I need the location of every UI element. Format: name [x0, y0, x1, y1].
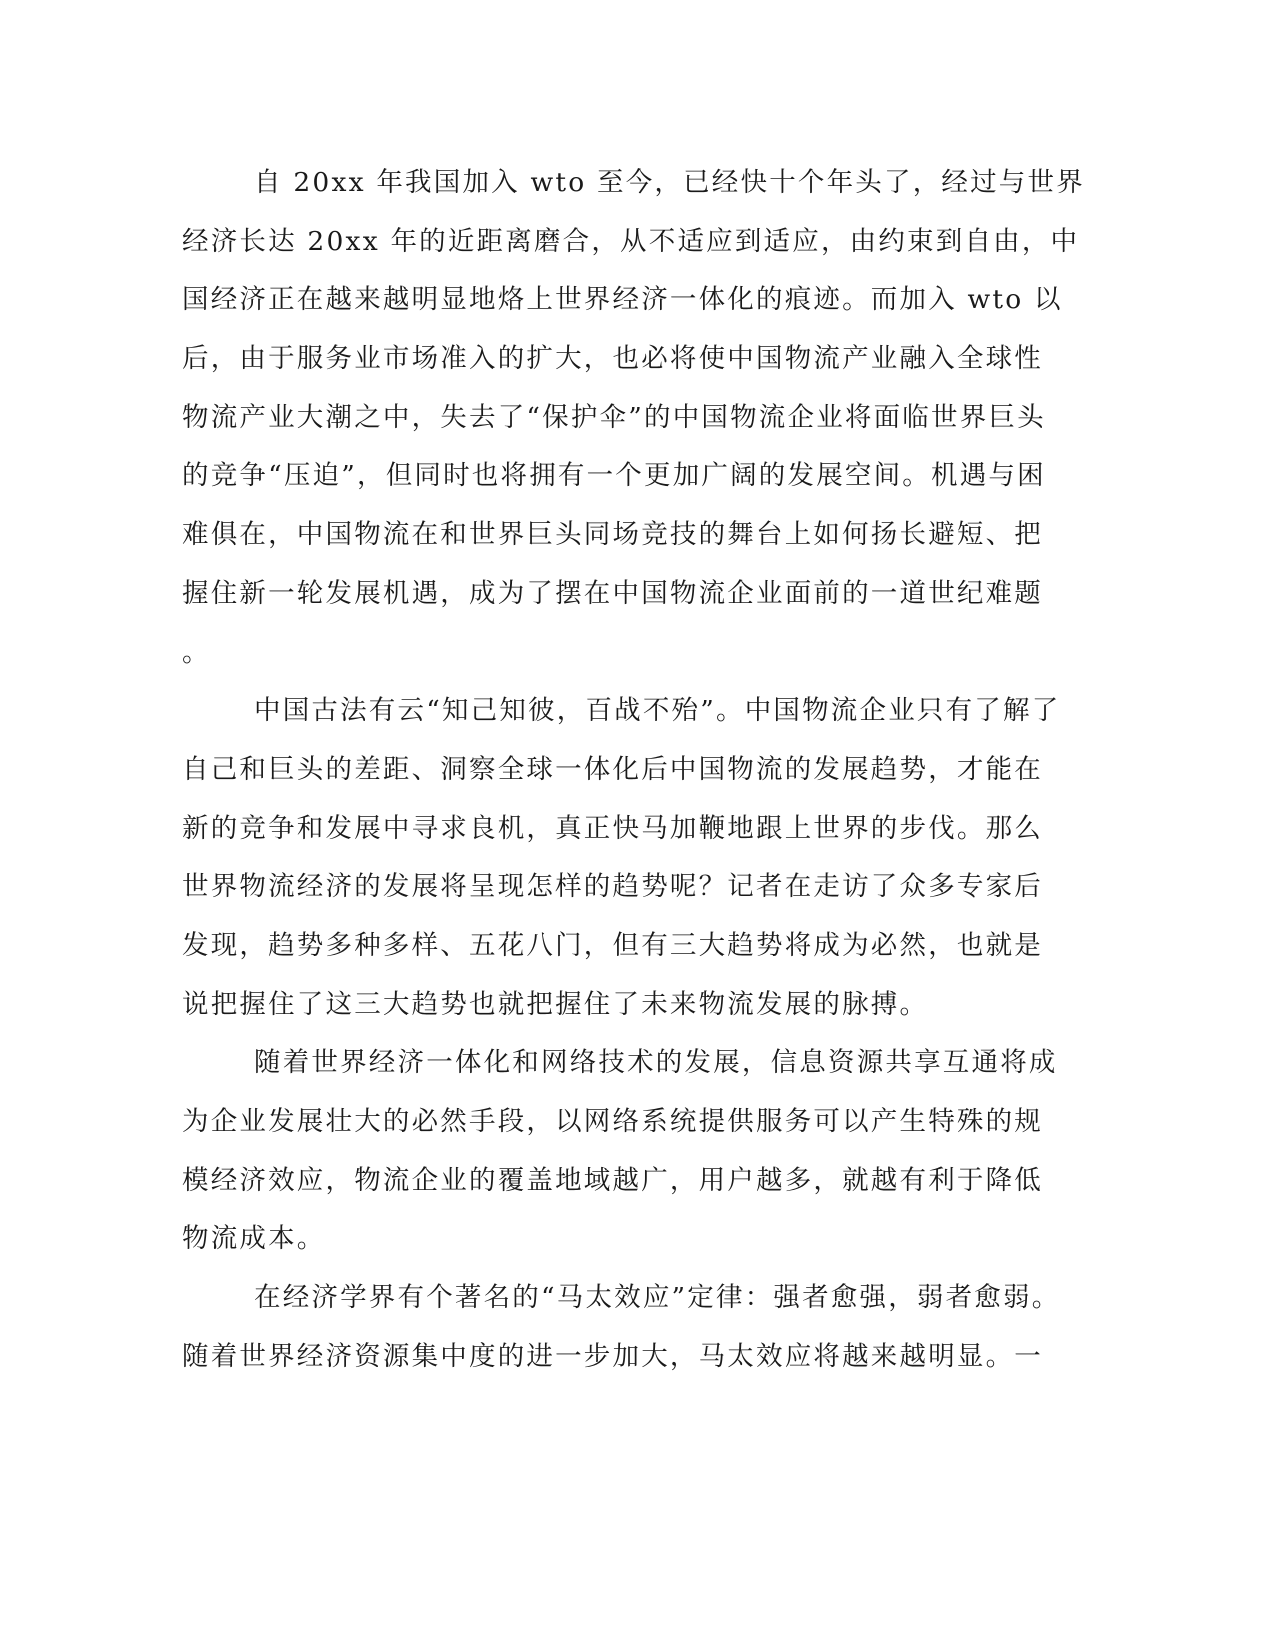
paragraph-2-line-3: 新的竞争和发展中寻求良机，真正快马加鞭地跟上世界的步伐。那么 [182, 812, 1043, 844]
paragraph-4-line-1: 在经济学界有个著名的“马太效应”定律：强者愈强，弱者愈弱。 [254, 1282, 1061, 1314]
paragraph-1-line-8: 握住新一轮发展机遇，成为了摆在中国物流企业面前的一道世纪难题 [182, 577, 1043, 609]
paragraph-2-line-1: 中国古法有云“知己知彼，百战不殆”。中国物流企业只有了解了 [254, 695, 1061, 727]
paragraph-1-line-3: 国经济正在越来越明显地烙上世界经济一体化的痕迹。而加入 wto 以 [182, 284, 1063, 316]
paragraph-3-line-2: 为企业发展壮大的必然手段，以网络系统提供服务可以产生特殊的规 [182, 1106, 1043, 1137]
body-text [182, 154, 1085, 1386]
paragraph-1-line-1: 自 20xx 年我国加入 wto 至今，已经快十个年头了，经过与世界 [254, 167, 1085, 198]
paragraph-3-line-3: 模经济效应，物流企业的覆盖地域越广，用户越多，就越有利于降低 [182, 1164, 1043, 1196]
paragraph-1-line-5: 物流产业大潮之中，失去了“保护伞”的中国物流企业将面临世界巨头 [182, 401, 1046, 433]
paragraph-3-line-4: 物流成本。 [182, 1223, 326, 1255]
paragraph-4-line-2: 随着世界经济资源集中度的进一步加大，马太效应将越来越明显。一 [182, 1340, 1043, 1372]
paragraph-1-line-4: 后，由于服务业市场准入的扩大，也必将使中国物流产业融入全球性 [182, 343, 1043, 375]
paragraph-1-line-2: 经济长达 20xx 年的近距离磨合，从不适应到适应，由约束到自由，中 [182, 225, 1080, 257]
paragraph-2-line-4: 世界物流经济的发展将呈现怎样的趋势呢？记者在走访了众多专家后 [182, 871, 1043, 903]
paragraph-1-line-7: 难俱在，中国物流在和世界巨头同场竞技的舞台上如何扬长避短、把 [182, 519, 1043, 551]
paragraph-1-line-6: 的竞争“压迫”，但同时也将拥有一个更加广阔的发展空间。机遇与困 [182, 460, 1046, 492]
paragraph-1-line-9: 。 [182, 636, 211, 668]
paragraph-2-line-5: 发现，趋势多种多样、五花八门，但有三大趋势将成为必然，也就是 [182, 929, 1043, 961]
paragraph-3-line-1: 随着世界经济一体化和网络技术的发展，信息资源共享互通将成 [254, 1047, 1058, 1079]
paragraph-2-line-6: 说把握住了这三大趋势也就把握住了未来物流发展的脉搏。 [182, 988, 929, 1020]
paragraph-2-line-2: 自己和巨头的差距、洞察全球一体化后中国物流的发展趋势，才能在 [182, 753, 1043, 785]
